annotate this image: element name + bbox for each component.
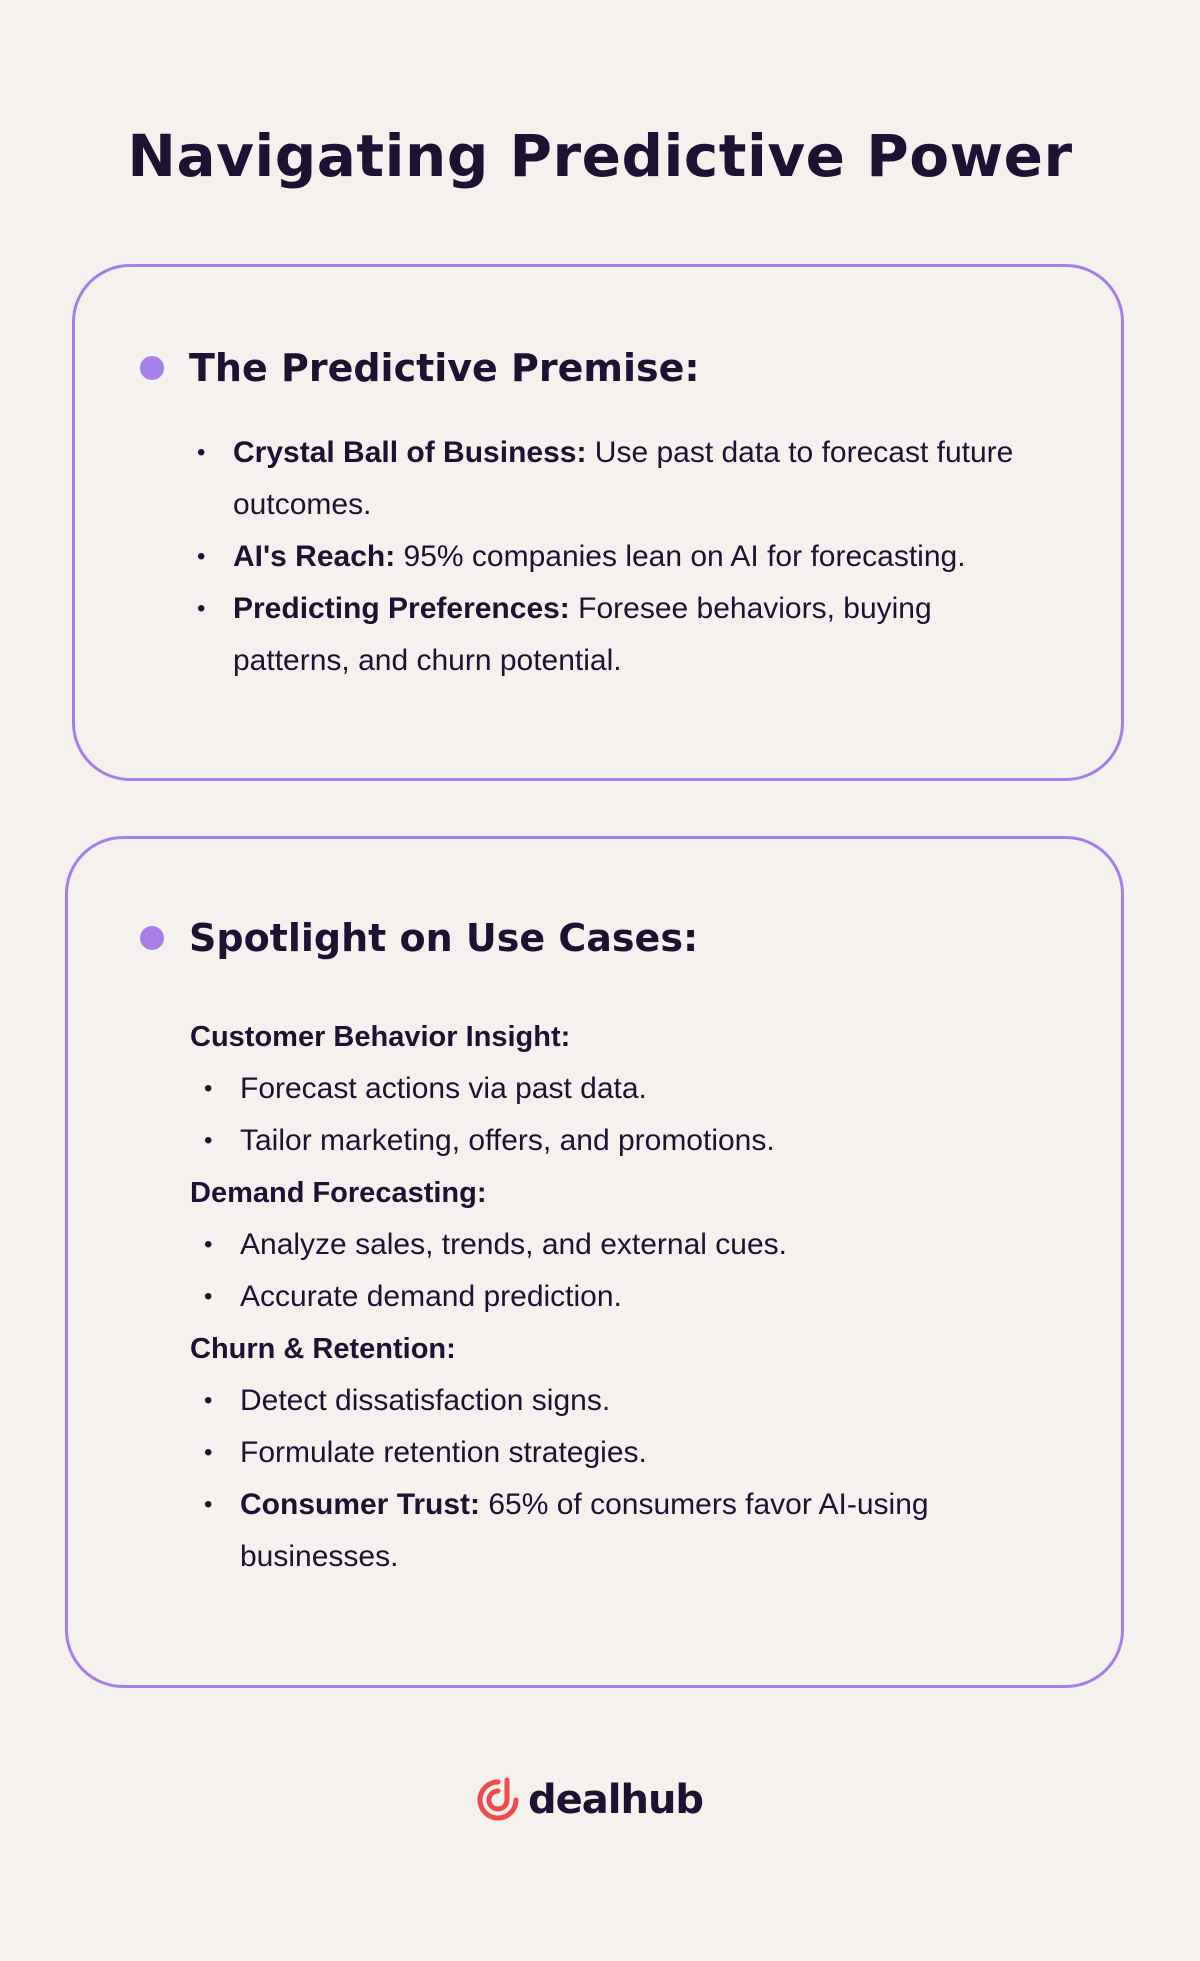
bullet-icon: • [204,1231,213,1258]
item-label: Predicting Preferences: [233,592,570,625]
item-text: Detect dissatisfaction signs. [240,1384,611,1417]
list-item [204,1063,1024,1115]
bullet-dot-icon [140,926,164,950]
use-cases-heading [140,916,698,960]
item-label: Crystal Ball of Business: [233,436,587,469]
item-label: AI's Reach: [233,540,396,573]
list-item [204,1271,1024,1323]
bullet-icon: • [204,1127,213,1154]
demand-forecasting-list [204,1219,1024,1323]
dealhub-logo [474,1776,703,1824]
predictive-premise-card [72,264,1124,781]
item-text: Forecast actions via past data. [240,1072,647,1105]
bullet-icon: • [197,439,206,466]
premise-list [197,427,1017,687]
premise-heading-text: The Predictive Premise: [189,346,700,390]
item-text: Use past data to forecast future outcomes. [233,436,1014,521]
dealhub-logo-icon [474,1776,522,1824]
logo-text: dealhub [528,1777,704,1823]
bullet-dot-icon [140,356,164,380]
item-text: 65% of consumers favor AI-using businesses. [240,1488,929,1573]
premise-heading [140,346,700,390]
bullet-icon: • [204,1491,213,1518]
bullet-icon: • [204,1283,213,1310]
bullet-icon: • [197,595,206,622]
bullet-icon: • [197,543,206,570]
bullet-icon: • [204,1075,213,1102]
customer-behavior-list [204,1063,1024,1167]
use-cases-heading-text: Spotlight on Use Cases: [189,916,699,960]
list-item [204,1115,1024,1167]
list-item [204,1375,1024,1427]
section-label-demand-forecasting: Demand Forecasting: [190,1177,487,1209]
bullet-icon: • [204,1439,213,1466]
use-cases-card [65,836,1124,1688]
item-text: Analyze sales, trends, and external cues. [240,1228,787,1261]
item-text: Foresee behaviors, buying patterns, and churn potential. [233,592,932,677]
list-item [204,1219,1024,1271]
list-item [204,1427,1024,1479]
list-item [197,583,1017,687]
list-item [197,531,1017,583]
section-label-churn-retention: Churn & Retention: [190,1333,456,1365]
page-title: Navigating Predictive Power [127,122,1073,190]
item-text: Accurate demand prediction. [240,1280,622,1313]
item-label: Consumer Trust: [240,1488,481,1521]
item-text: Tailor marketing, offers, and promotions. [240,1124,775,1157]
item-text: 95% companies lean on AI for forecasting. [395,540,966,573]
bullet-icon: • [204,1387,213,1414]
section-label-customer-behavior: Customer Behavior Insight: [190,1021,571,1053]
list-item [197,427,1017,531]
list-item [204,1479,1024,1583]
item-text: Formulate retention strategies. [240,1436,647,1469]
churn-retention-list [204,1375,1024,1583]
